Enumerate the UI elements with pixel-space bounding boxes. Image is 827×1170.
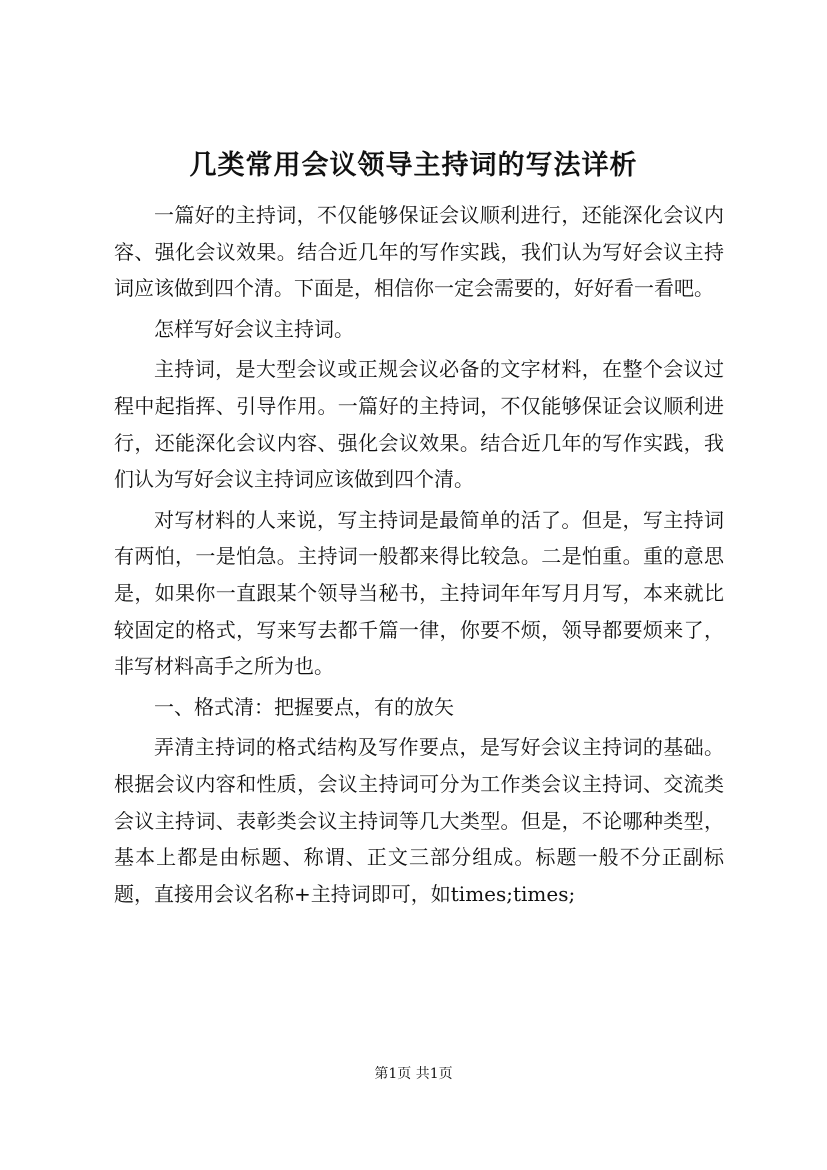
page-number-footer: 第1页 共1页 [374, 1066, 453, 1082]
paragraph-intro: 一篇好的主持词，不仅能够保证会议顺利进行，还能深化会议内容、强化会议效果。结合近几年的写作实践，我们认为写好会议主持词应该做到四个清。下面是，相信你一定会需要的，好好看一看吧。 [114, 203, 724, 301]
document-title: 几类常用会议领导主持词的写法详析 [189, 150, 638, 181]
paragraph-difficulty: 对写材料的人来说，写主持词是最简单的活了。但是，写主持词有两怕，一是怕急。主持词一般都来得比较急。二是怕重。重的意思是，如果你一直跟某个领导当秘书，主持词年年写月月写，本来就比较固定的格式，写来写去都千篇一律，你要不烦，领导都要烦来了，非写材料高手之所为也。 [114, 507, 724, 679]
paragraph-format-detail: 弄清主持词的格式结构及写作要点，是写好会议主持词的基础。根据会议内容和性质，会议主持词可分为工作类会议主持词、交流类会议主持词、表彰类会议主持词等几大类型。但是，不论哪种类型，基本上都是由标题、称谓、正文三部分组成。标题一般不分正副标题，直接用会议名称+主持词即可，如times;times; [114, 735, 724, 906]
section-heading-format: 一、格式清：把握要点，有的放矢 [154, 694, 454, 719]
paragraph-heading-how: 怎样写好会议主持词。 [154, 316, 354, 341]
document-body [114, 197, 724, 916]
paragraph-definition: 主持词，是大型会议或正规会议必备的文字材料，在整个会议过程中起指挥、引导作用。一篇好的主持词，不仅能够保证会议顺利进行，还能深化会议内容、强化会议效果。结合近几年的写作实践，我们认为写好会议主持词应该做到四个清。 [114, 357, 724, 492]
